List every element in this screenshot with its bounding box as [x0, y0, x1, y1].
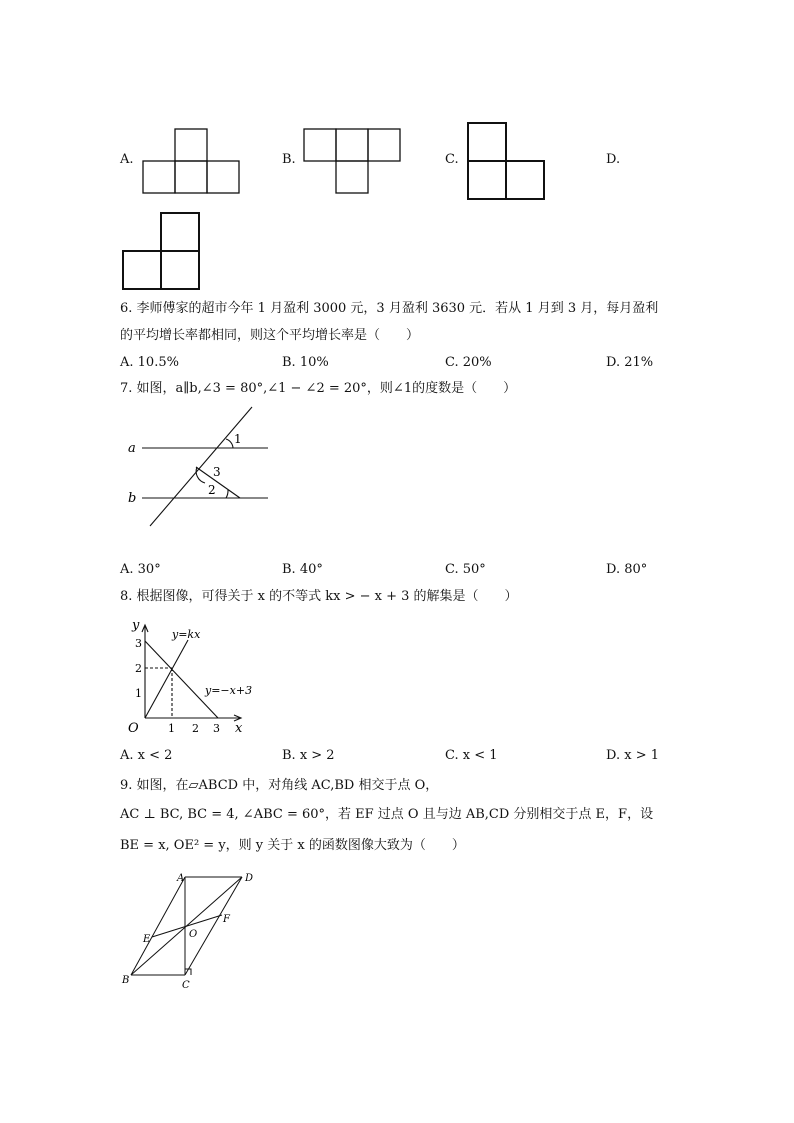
q9-label-B: B — [122, 975, 130, 986]
q9-text-line3: BE = x, OE² = y，则 y 关于 x 的函数图像大致为（ ） — [120, 838, 465, 853]
q8-origin-label: O — [128, 721, 139, 736]
q8-x-tick-1: 1 — [168, 722, 175, 735]
q6-text-line1: 6. 李师傅家的超市今年 1 月盈利 3000 元，3 月盈利 3630 元．若从 1 月到 3 月，每月盈利 — [120, 301, 659, 316]
q6-option-b: B. 10% — [282, 355, 329, 370]
q8-option-b: B. x > 2 — [282, 748, 335, 763]
q9-label-C: C — [182, 980, 190, 991]
q8-text: 8. 根据图像，可得关于 x 的不等式 kx > − x + 3 的解集是（ ） — [120, 589, 518, 604]
q8-y-axis-label: y — [132, 618, 140, 633]
q8-y-tick-1: 1 — [135, 687, 142, 700]
q6-text-line2: 的平均增长率都相同，则这个平均增长率是（ ） — [120, 328, 420, 343]
q7-option-c: C. 50° — [445, 562, 486, 577]
q8-x-tick-2: 2 — [192, 722, 199, 735]
q8-line-neg-label: y=−x+3 — [205, 684, 253, 697]
q7-text: 7. 如图，a∥b,∠3 = 80°,∠1 − ∠2 = 20°，则∠1的度数是（ ） — [120, 381, 517, 396]
q7-option-b: B. 40° — [282, 562, 323, 577]
q6-option-d: D. 21% — [606, 355, 654, 370]
q8-x-axis-label: x — [235, 721, 243, 736]
q7-option-d: D. 80° — [606, 562, 648, 577]
q6-option-c: C. 20% — [445, 355, 492, 370]
q8-option-c: C. x < 1 — [445, 748, 498, 763]
q7-label-angle1: 1 — [234, 432, 242, 446]
q7-option-a: A. 30° — [120, 562, 161, 577]
q8-line-kx-label: y=kx — [172, 628, 201, 641]
q8-option-d: D. x > 1 — [606, 748, 659, 763]
q5-option-c-label: C. — [445, 152, 459, 167]
q7-label-b: b — [128, 491, 137, 506]
q5-option-d-label: D. — [606, 152, 621, 167]
q9-label-D: D — [245, 873, 254, 884]
q7-label-a: a — [128, 441, 136, 456]
q5-option-a-label: A. — [120, 152, 134, 167]
q9-text-line2: AC ⊥ BC, BC = 4, ∠ABC = 60°，若 EF 过点 O 且与边 AB,CD 分别相交于点 E，F，设 — [120, 807, 654, 822]
q9-label-O: O — [189, 929, 198, 940]
q7-label-angle2: 2 — [208, 483, 216, 497]
q9-label-F: F — [223, 914, 230, 925]
q9-label-E: E — [143, 934, 151, 945]
q8-x-tick-3: 3 — [213, 722, 220, 735]
q6-option-a: A. 10.5% — [120, 355, 179, 370]
q9-label-A: A — [177, 873, 185, 884]
q8-y-tick-2: 2 — [135, 662, 142, 675]
q7-label-angle3: 3 — [213, 465, 221, 479]
q9-text-line1: 9. 如图，在▱ABCD 中，对角线 AC,BD 相交于点 O， — [120, 778, 439, 793]
q8-option-a: A. x < 2 — [120, 748, 173, 763]
q8-y-tick-3: 3 — [135, 637, 142, 650]
q5-option-b-label: B. — [282, 152, 296, 167]
